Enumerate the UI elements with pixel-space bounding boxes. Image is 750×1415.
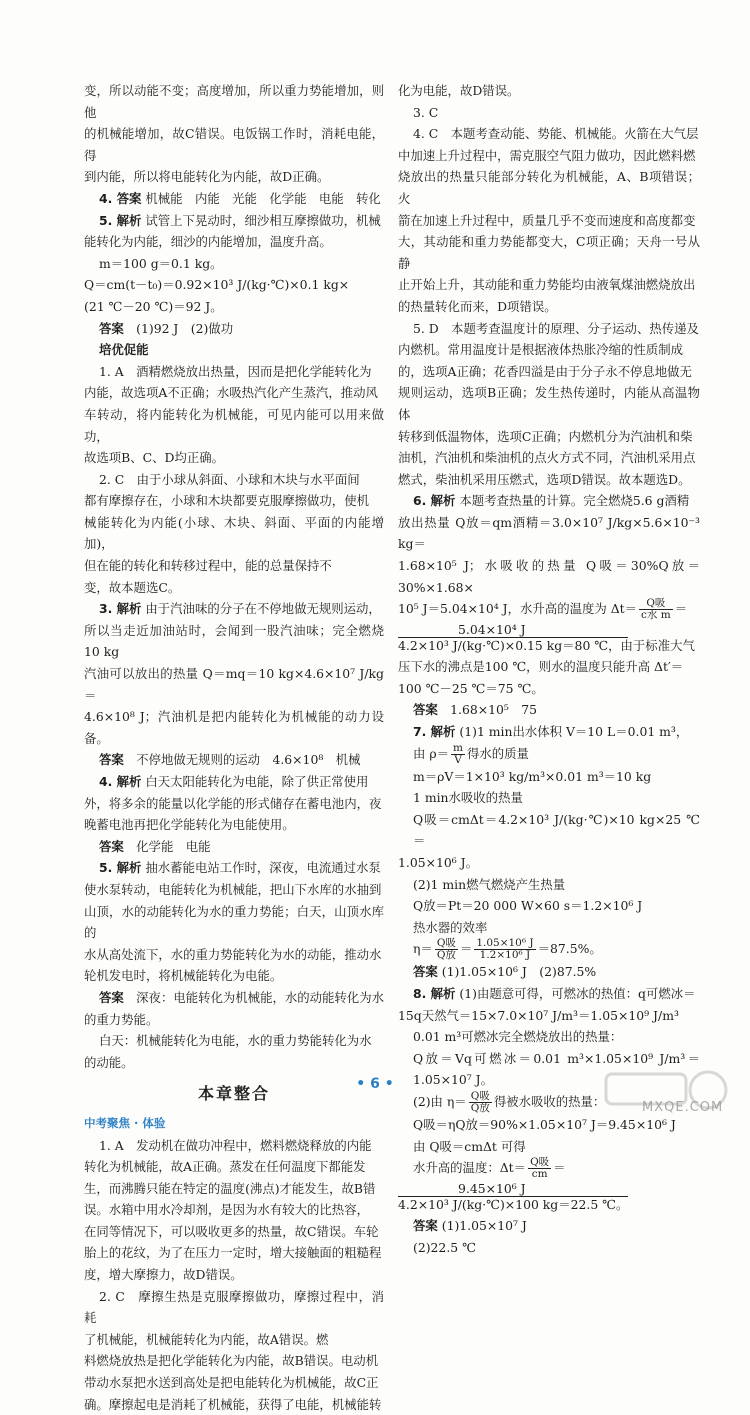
text-line: 1. A 酒精燃烧放出热量，因而是把化学能转化为 [99,363,372,379]
left-column [84,80,384,1415]
text-line: 内燃机。常用温度计是根据液体热胀冷缩的性质制成 [398,342,683,358]
text-line: 胎上的花纹，为了在压力一定时，增大接触面的粗糙程 [84,1245,382,1261]
fraction [469,1091,492,1114]
analysis-label: 5. 解析 [99,860,142,876]
text-line: 的机械能增加，故C错误。电饭锅工作时，消耗电能，得 [84,126,384,163]
text-line: 大，其动能和重力势能都变大，C项正确；天舟一号从静 [398,234,700,271]
text-line: 汽油可以放出的热量 Q＝mq＝10 kg×4.6×10⁷ J/kg＝ [84,666,384,703]
text-span: η＝ [413,941,433,957]
text-line: 了机械能，机械能转化为内能，故A错误。燃 [84,1331,329,1347]
text-line: 料燃烧放热是把化学能转化为内能，故B错误。电动机 [84,1353,379,1369]
fraction [639,598,673,621]
answer-line [84,318,384,340]
fraction-numerator: Q吸 [639,598,673,610]
section-heading-peiyou: 培优促能 [99,342,149,358]
analysis-7 [398,721,700,743]
text-span: ＝ [553,1160,566,1176]
text-line: 的重力势能。 [84,1011,159,1027]
analysis-label: 3. 解析 [99,601,142,617]
answer-text: 机械能 内能 光能 化学能 电能 转化 [145,190,381,206]
text-span: 10⁵ J＝5.04×10⁴ J，水升高的温度为 Δt＝ [398,601,638,617]
answer-line [84,987,384,1009]
text-line: 外，将多余的能量以化学能的形式储存在蓄电池内，夜 [84,795,382,811]
text-line: 水从高处流下，水的重力势能转化为水的动能，推动水 [84,946,382,962]
text-line: 在同等情况下，可以吸收更多的热量，故C错误。车轮 [84,1223,379,1239]
analysis-label: 5. 解析 [99,212,142,228]
answer-text: (1)92 J (2)做功 [136,320,234,336]
answer-label: 答案 [99,989,124,1005]
text-line: 车转动，将内能转化为机械能，可见内能可以用来做功， [84,406,384,444]
answer-label: 答案 [413,702,438,718]
fraction [435,938,458,961]
text-line: 2. C 摩擦生热是克服摩擦做功，摩擦过程中，消耗 [84,1288,384,1326]
text-span: 抽水蓄能电站工作时，深夜，电流通过水泵 [145,860,381,876]
fraction-numerator: Q吸 [470,1089,490,1102]
text-line: 箭在加速上升过程中，质量几乎不变而速度和高度都变 [398,212,696,228]
formula-line: 1.05×10⁶ J。 [398,855,479,870]
answer-text: 深夜：电能转化为机械能，水的动能转化为水 [136,989,384,1005]
text-span: ＝87.5%。 [537,941,602,957]
text-line: 内能，故选项A不正确；水吸热汽化产生蒸汽，推动风 [84,385,378,401]
analysis-4 [84,771,384,793]
analysis-label: 6. 解析 [413,493,456,509]
answer-line [84,749,384,771]
analysis-6 [398,490,700,512]
big-fraction [398,1182,700,1213]
fraction-denominator: c水 m [641,609,671,622]
text-line: 热水器的效率 [413,919,488,935]
text-line: 油机，汽油机和柴油机的点火方式不同，汽油机采用点 [398,450,696,466]
text-line: 械能转化为内能(小球、木块、斜面、平面的内能增加)， [84,514,384,552]
text-line: 生，而沸腾只能在特定的温度(沸点)才能发生，故B错 [84,1180,376,1196]
fraction [474,938,535,961]
text-line: 化为电能，故D错误。 [398,83,520,98]
fraction-numerator: 1.05×10⁶ J [476,937,534,950]
big-fraction [398,623,700,654]
answer-text: 1.68×10⁵ 75 [450,702,538,718]
text-line: 山顶，水的动能转化为水的重力势能；白天，山顶水库的 [84,903,384,941]
answer-text: (2)22.5 ℃ [413,1239,476,1255]
analysis-8 [398,983,700,1005]
watermark-text: MXQE.COM [642,1100,724,1115]
analysis-5b [84,857,384,879]
text-line: 4.6×10⁸ J；汽油机是把内能转化为机械能的动力设备。 [84,709,384,746]
answer-label: 4. 答案 [99,190,142,206]
text-line: 所以当走近加油站时，会闻到一股汽油味；完全燃烧10 kg [84,622,384,660]
answer-label: 答案 [99,320,124,336]
answer-line [398,699,700,721]
fraction-denominator: cm [531,1168,548,1181]
text-span: 由 ρ＝ [413,745,450,761]
formula-line: m＝ρV＝1×10³ kg/m³×0.01 m³＝10 kg [413,768,652,784]
analysis-label: 4. 解析 [99,774,142,789]
answer-text: (1)1.05×10⁷ J [441,1218,527,1234]
formula-line: Q＝cm(t－t₀)＝0.92×10³ J/(kg·℃)×0.1 kg× [84,277,350,293]
fraction-denominator: Q放 [470,1101,490,1114]
text-line: 100 ℃－25 ℃＝75 ℃。 [398,680,544,696]
text-line: 故选项B、C、D均正确。 [84,450,225,466]
text-line: 晚蓄电池再把化学能转化为电能使用。 [84,817,295,833]
formula-line: 15q天然气＝15×7.0×10⁷ J/m³＝1.05×10⁹ J/m³ [398,1007,679,1023]
answer-text: (1)1.05×10⁶ J (2)87.5% [441,964,597,980]
chapter-title: 本章整合 [197,1084,270,1104]
text-span: 白天太阳能转化为电能，除了供正常使用 [145,774,369,789]
text-span: ＝ [459,941,473,957]
exam-subheading: 中考聚焦 · 体验 [84,1115,166,1130]
text-line: 带动水泵把水送到高处是把电能转化为机械能，故C正 [84,1375,379,1391]
fraction-denominator-line [398,638,700,654]
text-line: 止开始上升，其动能和重力势能均由液氧煤油燃烧放出 [398,277,696,293]
text-line: 但在能的转化和转移过程中，能的总量保持不 [84,558,332,574]
text-line: 燃式，柴油机采用压燃式，选项D错误。故本题选D。 [398,471,691,487]
text-span: 本题考查热量的计算。完全燃烧5.6 g酒精 [459,493,690,509]
fraction-numerator: Q吸 [436,937,456,950]
analysis-3 [84,598,384,620]
text-line: 4. C 本题考查动能、势能、机械能。火箭在大气层 [413,126,699,142]
analysis-5 [84,210,384,232]
text-span: 由于汽油味的分子在不停地做无规则运动， [145,601,381,617]
analysis-label: 8. 解析 [413,985,456,1001]
answer-line [398,1215,700,1237]
formula-line [398,938,700,961]
text-line: 的动能。 [84,1054,134,1070]
formula-line: (21 ℃－20 ℃)＝92 J。 [84,298,223,314]
text-line: 5. D 本题考查温度计的原理、分子运动、热传递及 [413,320,699,336]
text-line: 的，选项A正确；花香四溢是由于分子永不停息地做无 [398,363,692,379]
formula-line: 由 Q吸＝cmΔt 可得 [413,1138,526,1154]
text-span: 得水的质量 [466,745,529,761]
text-line: 变，故本题选C。 [84,579,181,595]
text-line: 能转化为内能，细沙的内能增加，温度升高。 [84,234,332,250]
text-line: 白天：机械能转化为电能，水的重力势能转化为水 [99,1033,372,1049]
answer-label: 答案 [99,838,124,854]
answer-text: 不停地做无规则的运动 4.6×10⁸ 机械 [136,752,361,768]
formula-line [398,598,700,621]
fraction-denominator: V [454,753,462,766]
text-line: 压下水的沸点是100 ℃，则水的温度只能升高 Δt′＝ [398,659,684,675]
text-line: 烧放出的热量只能部分转化为机械能，A、B项错误；火 [398,169,700,206]
page-number: • 6 • [356,1076,394,1092]
text-span: 试管上下晃动时，细沙相互摩擦做功，机械 [145,212,381,228]
fraction-denominator-line [398,1197,700,1213]
text-line: 都有摩擦存在，小球和木块都要克服摩擦做功，使机 [84,493,369,509]
fraction-numerator: m [453,741,463,754]
text-line: 中加速上升过程中，需克服空气阻力做功，因此燃料燃 [398,147,696,163]
formula-line [398,743,700,766]
text-line: 到内能，所以将电能转化为内能，故D正确。 [84,169,330,185]
text-line: 度，增大摩擦力，故D错误。 [84,1267,243,1283]
text-line: 1. A 发动机在做功冲程中，燃料燃烧释放的内能 [99,1137,372,1153]
answer-label: 答案 [413,1218,438,1234]
text-line: 变，所以动能不变；高度增加，所以重力势能增加，则他 [84,83,384,120]
analysis-label: 7. 解析 [413,724,456,740]
text-line: 放出热量 Q放＝qm酒精＝3.0×10⁷ J/kg×5.6×10⁻³ kg＝ [398,514,700,552]
text-line: 轮机发电时，将机械能转化为电能。 [84,968,283,984]
text-span: 得被水吸收的热量： [493,1093,606,1109]
text-span: ＝22.5 ℃。 [558,1197,629,1213]
text-span: 水升高的温度：Δt＝ [413,1160,527,1176]
text-line: 0.01 m³可燃冰完全燃烧放出的热量： [413,1029,623,1045]
fraction-denominator: 4.2×10³ J/(kg·℃)×100 kg [398,1197,559,1213]
text-line: 2. C 由于小球从斜面、小球和木块与水平面间 [99,471,360,487]
fraction [528,1157,551,1180]
text-line: 1 min水吸收的热量 [413,790,523,806]
formula-line: m＝100 g＝0.1 kg。 [99,255,223,271]
text-line: 的热量转化而来，D项错误。 [398,298,557,314]
answer-4 [84,188,384,210]
answer-line [84,836,384,858]
text-line: 确。摩擦起电是消耗了机械能，获得了电能，机械能转 [84,1396,382,1412]
text-line: 转移到低温物体，选项C正确；内燃机分为汽油机和柴 [398,428,693,444]
formula-line: Q放＝Pt＝20 000 W×60 s＝1.2×10⁶ J [413,898,643,914]
text-line: 规则运动，选项B正确；发生热传递时，内能从高温物体 [398,385,700,422]
text-line: 3. C [413,104,439,120]
fraction-denominator: 4.2×10³ J/(kg·℃)×0.15 kg [398,638,563,654]
fraction-denominator: Q放 [436,949,456,962]
formula-line: Q吸＝cmΔt＝4.2×10³ J/(kg·℃)×10 kg×25 ℃＝ [413,811,700,849]
text-span: (1)1 min出水体积 V＝10 L＝0.01 m³， [459,724,689,740]
text-line: 误。水箱中用水冷却剂，是因为水有较大的比热容， [84,1202,369,1218]
fraction-denominator: 1.2×10⁶ J [479,949,531,962]
answer-label: 答案 [99,752,124,768]
text-span: (2)由 η＝ [413,1093,467,1109]
text-span: ＝ [674,601,688,617]
answer-text: 化学能 电能 [136,838,211,854]
fraction [451,743,465,766]
formula-line [398,1157,700,1180]
text-line: 转化为机械能，故A正确。蒸发在任何温度下都能发 [84,1159,366,1175]
answer-line [398,961,700,983]
text-line: (2)1 min燃气燃烧产生热量 [413,876,566,892]
text-span: ＝80 ℃，由于标准大气 [562,638,695,654]
fraction-numerator: 5.04×10⁴ J [398,623,628,638]
text-line: 使水泵转动，电能转化为机械能，把山下水库的水抽到 [84,881,382,897]
text-span: (1)由题意可得，可燃冰的热值：q可燃冰＝ [459,985,696,1001]
text-line: 1.68×10⁵ J；水吸收的热量 Q吸＝30%Q放＝30%×1.68× [398,558,700,595]
formula-line: Q放＝Vq可燃冰＝0.01 m³×1.05×10⁹ J/m³＝1.05×10⁷ J。 [413,1050,700,1088]
formula-line: Q吸＝ηQ放＝90%×1.05×10⁷ J＝9.45×10⁶ J [413,1116,676,1132]
fraction-numerator: Q吸 [530,1156,550,1169]
answer-label: 答案 [413,964,438,980]
fraction-numerator: 9.45×10⁶ J [398,1182,628,1197]
